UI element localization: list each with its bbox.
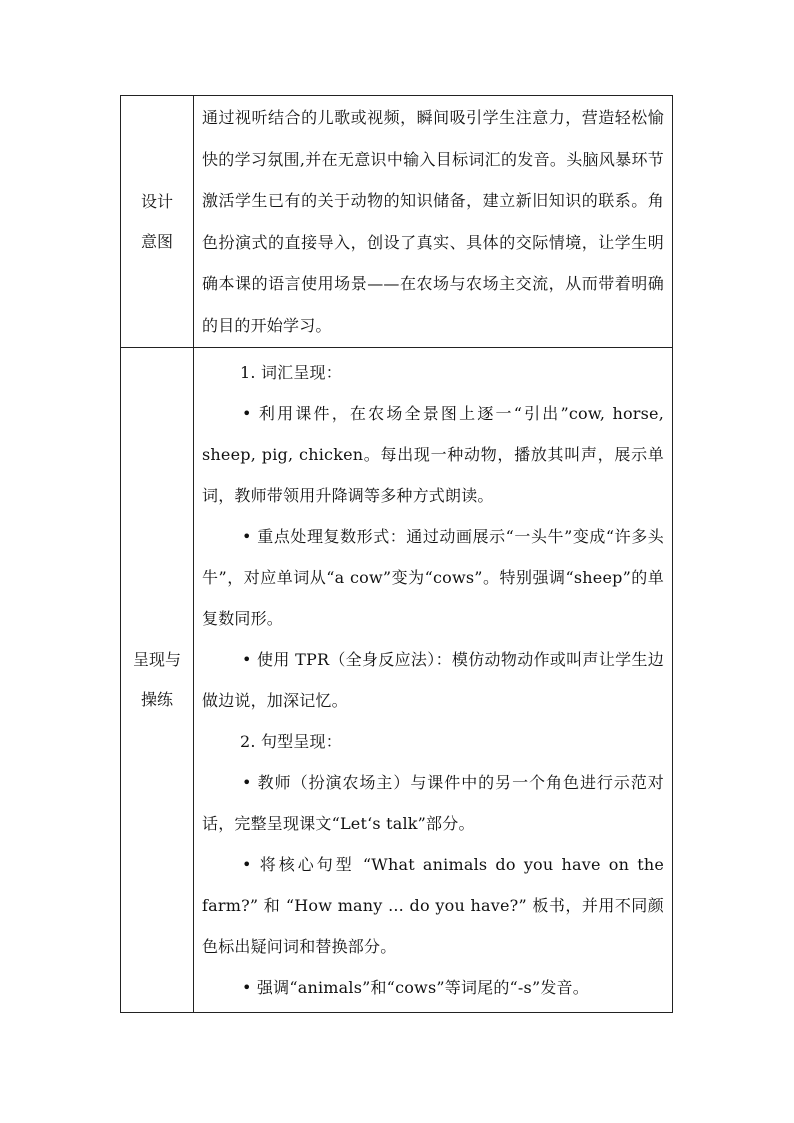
lesson-plan-table: [120, 95, 673, 1013]
vocabulary-bullet-3: • 使用 TPR（全身反应法）：模仿动物动作或叫声让学生边做边说，加深记忆。: [202, 650, 664, 710]
design-intent-row: [121, 96, 673, 348]
design-intent-text: 通过视听结合的儿歌或视频，瞬间吸引学生注意力，营造轻松愉快的学习氛围,并在无意识中输入目标词汇的发音。头脑风暴环节激活学生已有的关于动物的知识储备，建立新旧知识的联系。角色扮演式的直接导入，创设了真实、具体的交际情境，让学生明确本课的语言使用场景——在农场与农场主交流，从而带着明确的目的开始学习。: [202, 108, 664, 335]
design-intent-label-line1: 设计: [140, 191, 173, 211]
presentation-practice-label-line1: 呈现与: [132, 650, 181, 669]
sentence-bullet-1: • 教师（扮演农场主）与课件中的另一个角色进行示范对话，完整呈现课文“Let‘s talk”部分。: [202, 773, 664, 833]
sentence-bullet-2: • 将核心句型 “What animals do you have on the farm?” 和 “How many ... do you have?” 板书，并用不同颜色标出疑问词和替换部分。: [202, 855, 664, 956]
presentation-practice-label-line2: 操练: [140, 690, 173, 709]
sentence-bullet-3: • 强调“animals”和“cows”等词尾的“-s”发音。: [242, 978, 589, 997]
presentation-practice-content-cell: [194, 348, 673, 1013]
presentation-practice-label-cell: [121, 348, 194, 1013]
vocabulary-bullet-2: • 重点处理复数形式：通过动画展示“一头牛”变成“许多头牛”，对应单词从“a cow”变为“cows”。特别强调“sheep”的单复数同形。: [202, 527, 664, 628]
design-intent-content-cell: [194, 96, 673, 348]
design-intent-label-cell: [121, 96, 194, 348]
sentence-section-title: 2. 句型呈现：: [240, 732, 342, 751]
vocabulary-bullet-1: • 利用课件，在农场全景图上逐一“引出”cow, horse, sheep, pig, chicken。每出现一种动物，播放其叫声，展示单词，教师带领用升降调等多种方式朗读。: [202, 404, 664, 505]
vocabulary-section-title: 1. 词汇呈现：: [240, 363, 342, 382]
presentation-practice-row: [121, 348, 673, 1013]
design-intent-label-line2: 意图: [140, 231, 173, 251]
